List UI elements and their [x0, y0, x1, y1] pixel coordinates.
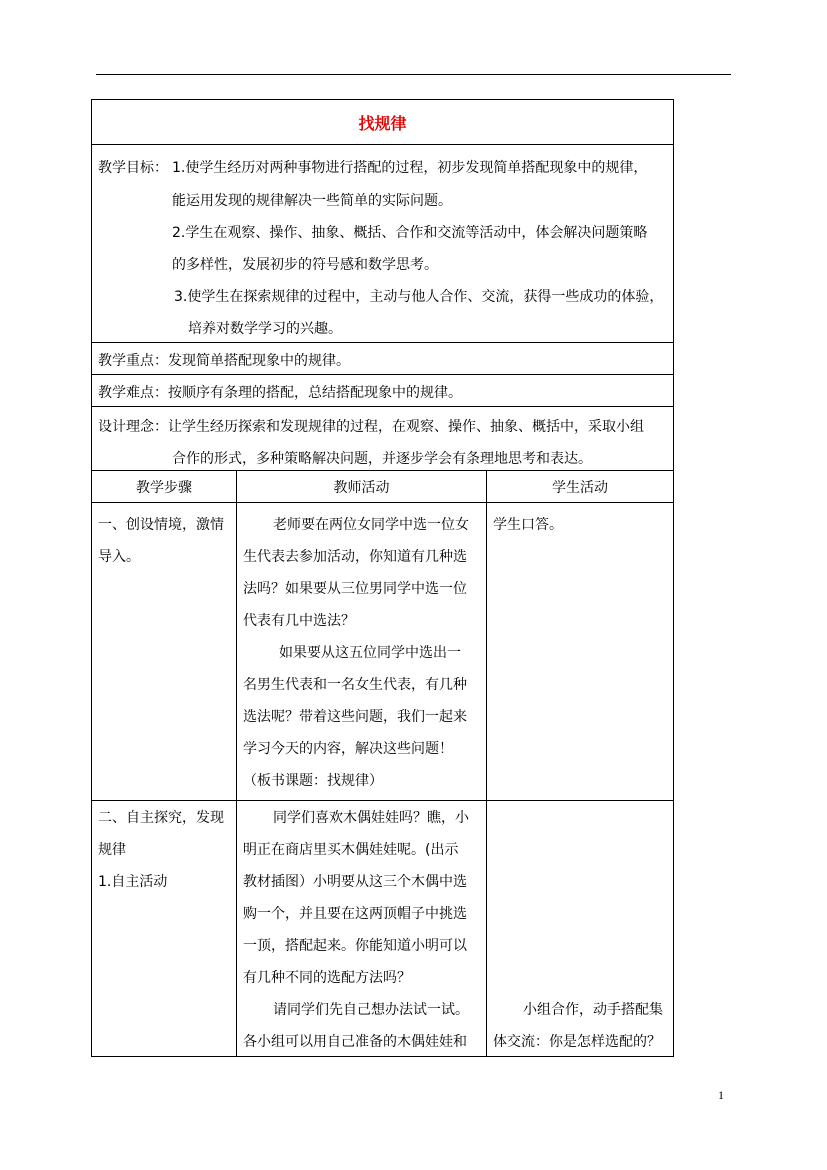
teacher-line: 代表有几中选法？	[243, 613, 355, 629]
step-name-cell	[92, 503, 237, 800]
goal-line: 1.使学生经历对两种事物进行搭配的过程，初步发现简单搭配现象中的规律，	[172, 160, 648, 176]
step-name-line: 1.自主活动	[98, 874, 168, 890]
teacher-line: 各小组可以用自己准备的木偶娃娃和	[243, 1034, 467, 1050]
student-line: 体交流：你是怎样选配的？	[493, 1034, 661, 1050]
teacher-line: 老师要在两位女同学中选一位女	[273, 517, 469, 533]
teacher-activity-cell	[237, 503, 487, 800]
teaching-focus	[92, 343, 673, 375]
goal-line: 3.使学生在探索规律的过程中，主动与他人合作、交流，获得一些成功的体验，	[174, 289, 664, 305]
student-line: 小组合作，动手搭配集	[523, 1002, 663, 1018]
goal-line: 的多样性，发展初步的符号感和数学思考。	[172, 257, 438, 273]
teacher-line: 教材插图）小明要从这三个木偶中选	[243, 874, 467, 890]
design-concept	[92, 407, 673, 471]
student-line: 学生口答。	[493, 517, 563, 533]
title-row	[92, 100, 673, 145]
goal-line: 能运用发现的规律解决一些简单的实际问题。	[172, 193, 452, 209]
design-line: 设计理念：让学生经历探索和发现规律的过程，在观察、操作、抽象、概括中，采取小组	[98, 419, 644, 435]
lesson-plan-table	[91, 99, 674, 1057]
difficulty-text: 教学难点：按顺序有条理的搭配，总结搭配现象中的规律。	[98, 385, 462, 401]
teacher-line: （板书课题：找规律）	[243, 773, 383, 789]
teacher-line: 生代表去参加活动，你知道有几种选	[243, 549, 467, 565]
teacher-line: 购一个，并且要在这两顶帽子中挑选	[243, 906, 467, 922]
step-row	[92, 503, 673, 801]
header-student-label: 学生活动	[552, 479, 608, 496]
header-student	[487, 471, 673, 502]
teacher-line: 明正在商店里买木偶娃娃呢。(出示	[243, 842, 459, 858]
header-teacher-label: 教师活动	[333, 479, 390, 496]
teacher-line: 选法呢？带着这些问题，我们一起来	[243, 709, 467, 725]
header-rule	[96, 74, 731, 75]
header-step-label: 教学步骤	[136, 479, 192, 496]
step-row	[92, 801, 673, 1056]
teacher-line: 学习今天的内容，解决这些问题！	[243, 741, 453, 757]
teacher-line: 请同学们先自己想办法试一试。	[273, 1002, 469, 1018]
teaching-difficulty	[92, 375, 673, 407]
teacher-line: 名男生代表和一名女生代表，有几种	[243, 677, 467, 693]
step-name-line: 导入。	[98, 549, 140, 565]
student-activity-cell	[487, 503, 673, 800]
teacher-line: 一顶，搭配起来。你能知道小明可以	[243, 938, 467, 954]
focus-text: 教学重点：发现简单搭配现象中的规律。	[98, 353, 350, 369]
teacher-line: 有几种不同的选配方法吗？	[243, 970, 411, 986]
student-activity-cell	[487, 801, 673, 1056]
goal-line: 培养对数学学习的兴趣。	[188, 321, 342, 337]
column-headers	[92, 471, 673, 503]
lesson-title: 找规律	[358, 113, 407, 133]
page-number: 1	[718, 1088, 724, 1102]
teaching-goals	[92, 145, 673, 343]
goal-line: 2.学生在观察、操作、抽象、概括、合作和交流等活动中，体会解决问题策略	[172, 225, 648, 241]
teacher-activity-cell	[237, 801, 487, 1056]
step-name-cell	[92, 801, 237, 1056]
header-teacher	[237, 471, 487, 502]
design-line: 合作的形式，多种策略解决问题，并逐步学会有条理地思考和表达。	[172, 451, 592, 467]
header-step	[92, 471, 237, 502]
teacher-line: 如果要从这五位同学中选出一	[279, 645, 461, 661]
teacher-line: 法吗？如果要从三位男同学中选一位	[243, 581, 467, 597]
step-name-line: 二、自主探究，发现	[98, 810, 224, 826]
step-name-line: 一、创设情境，激情	[98, 517, 224, 533]
step-name-line: 规律	[98, 842, 126, 858]
teacher-line: 同学们喜欢木偶娃娃吗？瞧，小	[273, 810, 469, 826]
goals-label: 教学目标：	[98, 160, 168, 176]
